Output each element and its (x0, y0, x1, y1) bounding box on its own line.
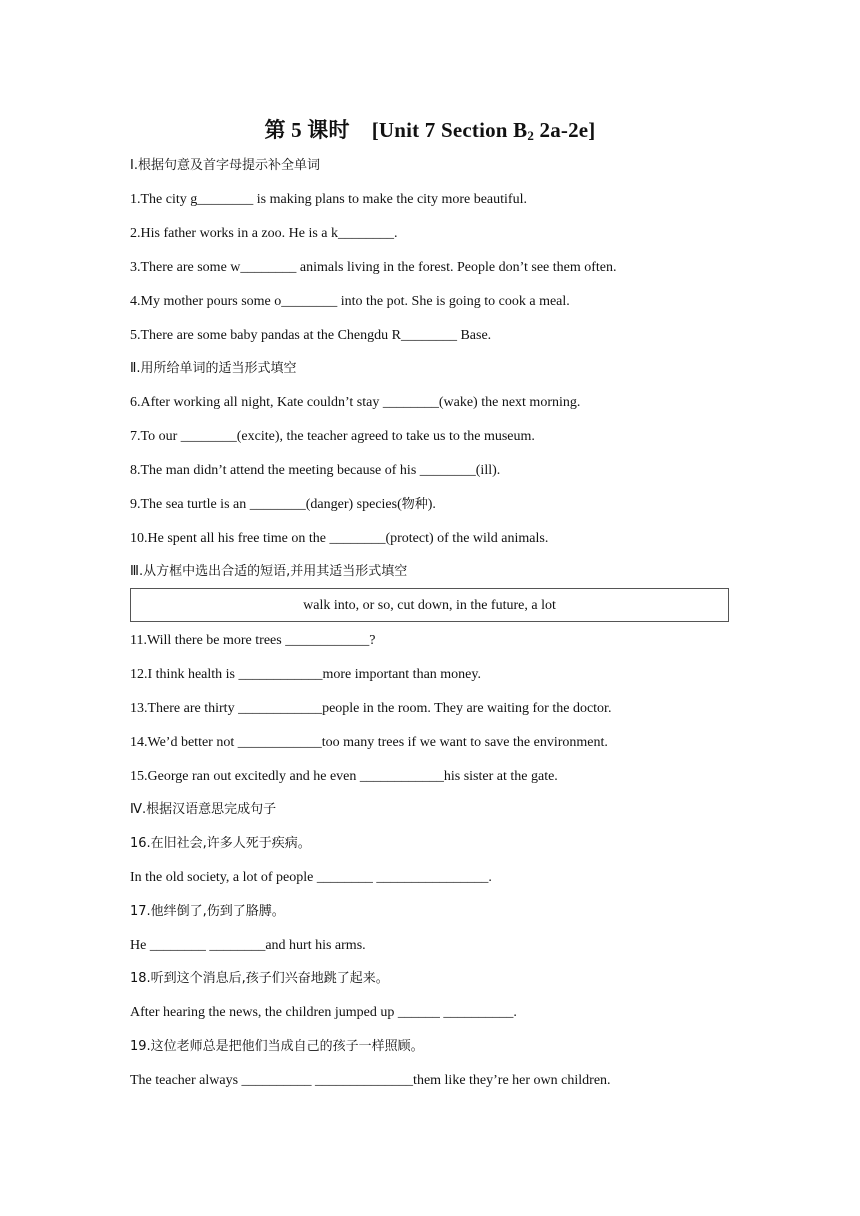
question-18-english: After hearing the news, the children jumped up ______ __________. (130, 1005, 517, 1020)
section-2-heading: Ⅱ.用所给单词的适当形式填空 (130, 361, 297, 376)
question-2: 2.His father works in a zoo. He is a k________. (130, 226, 398, 241)
question-19-chinese: 19.这位老师总是把他们当成自己的孩子一样照顾。 (130, 1039, 424, 1054)
question-9-text: 9.The sea turtle is an ________(danger) species( (130, 497, 402, 512)
question-1: 1.The city g________ is making plans to make the city more beautiful. (130, 192, 527, 207)
question-14: 14.We’d better not ____________too many trees if we want to save the environment. (130, 735, 608, 750)
page-title (0, 114, 860, 144)
question-9-gloss: 物种 (401, 497, 428, 512)
question-4: 4.My mother pours some o________ into the pot. She is going to cook a meal. (130, 294, 570, 309)
question-17-chinese: 17.他绊倒了,伤到了胳膊。 (130, 904, 285, 919)
question-6: 6.After working all night, Kate couldn’t stay ________(wake) the next morning. (130, 395, 581, 410)
question-10: 10.He spent all his free time on the ________(protect) of the wild animals. (130, 531, 549, 546)
question-18-chinese: 18.听到这个消息后,孩子们兴奋地跳了起来。 (130, 971, 389, 986)
section-3-heading: Ⅲ.从方框中选出合适的短语,并用其适当形式填空 (130, 564, 408, 579)
question-17-english: He ________ ________and hurt his arms. (130, 938, 366, 953)
question-5: 5.There are some baby pandas at the Chengdu R________ Base. (130, 328, 492, 343)
question-12: 12.I think health is ____________more important than money. (130, 667, 481, 682)
unit-label-prefix: [Unit 7 Section B (371, 118, 528, 142)
section-1-heading: Ⅰ.根据句意及首字母提示补全单词 (130, 158, 320, 173)
unit-label-suffix: 2a-2e] (534, 118, 596, 142)
question-3: 3.There are some w________ animals living in the forest. People don’t see them often. (130, 260, 617, 275)
question-9-end: ). (427, 497, 436, 512)
section-4-heading: Ⅳ.根据汉语意思完成句子 (130, 802, 277, 817)
phrase-box (130, 588, 729, 622)
question-11: 11.Will there be more trees ____________? (130, 633, 376, 648)
lesson-label: 第 5 课时 (264, 118, 350, 142)
question-16-chinese: 16.在旧社会,许多人死于疾病。 (130, 836, 311, 851)
question-13: 13.There are thirty ____________people in the room. They are waiting for the doctor. (130, 701, 612, 716)
question-7: 7.To our ________(excite), the teacher agreed to take us to the museum. (130, 429, 535, 444)
unit-label-subscript: 2 (527, 128, 535, 143)
question-19-english: The teacher always __________ ______________them like they’re her own children. (130, 1073, 611, 1088)
question-9 (130, 496, 436, 514)
question-15: 15.George ran out excitedly and he even ____________his sister at the gate. (130, 769, 558, 784)
phrase-box-text: walk into, or so, cut down, in the future, a lot (303, 598, 556, 613)
question-8: 8.The man didn’t attend the meeting because of his ________(ill). (130, 463, 501, 478)
question-16-english: In the old society, a lot of people ________ ________________. (130, 870, 492, 885)
